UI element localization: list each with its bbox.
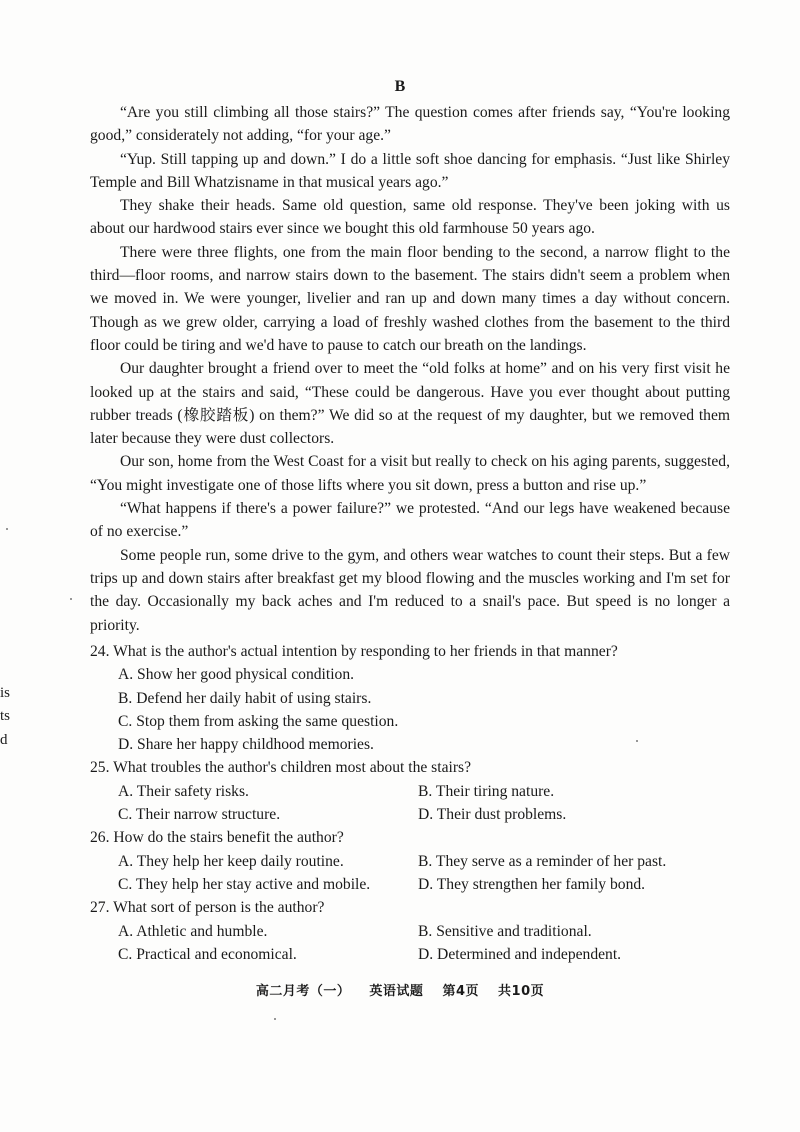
question-stem: 27. What sort of person is the author? bbox=[90, 899, 325, 917]
scan-speck bbox=[636, 740, 638, 742]
margin-fragment: d bbox=[0, 731, 8, 748]
option-c: C. Stop them from asking the same question. bbox=[118, 712, 399, 730]
question-24 bbox=[90, 640, 730, 756]
scan-speck bbox=[70, 598, 72, 600]
passage-paragraph: They shake their heads. Same old question, same old response. They've been joking with us about our hardwood stairs ever since we bought this old farmhouse 50 years ago. bbox=[90, 197, 730, 238]
scan-speck bbox=[6, 528, 8, 530]
question-stem: 24. What is the author's actual intention by responding to her friends in that manner? bbox=[90, 643, 618, 660]
passage-paragraph: “What happens if there's a power failure?” we protested. “And our legs have weakened because of no exercise.” bbox=[90, 500, 730, 541]
question-stem: 26. How do the stairs benefit the author? bbox=[90, 829, 344, 847]
page-footer bbox=[0, 980, 800, 999]
passage-paragraph: “Yup. Still tapping up and down.” I do a little soft shoe dancing for emphasis. “Just like Shirley Temple and Bill Whatzisname in that musical years ago.” bbox=[90, 150, 730, 191]
footer-subject: 英语试题 bbox=[369, 984, 424, 999]
passage-paragraph: There were three flights, one from the main floor bending to the second, a narrow flight to the third—floor rooms, and narrow stairs down to the basement. The stairs didn't seem a problem when we moved in. We were younger, livelier and ran up and down many times a day without concern. Though as we grew older, carrying a load of freshly washed clothes from the basement to the third floor could be tiring and we'd have to pause to catch our breath on the landings. bbox=[90, 243, 730, 354]
option-d: D. Their dust problems. bbox=[418, 806, 567, 824]
margin-fragment: is bbox=[0, 685, 11, 701]
passage-paragraph: Some people run, some drive to the gym, and others wear watches to count their steps. But a few trips up and down stairs after breakfast get my blood flowing and the muscles working and I'm set for the day. Occasionally my back aches and I'm reduced to a snail's pace. But speed is no longer a priority. bbox=[90, 546, 730, 634]
question-list bbox=[90, 640, 730, 966]
footer-page-number: 第4页 bbox=[442, 984, 479, 999]
option-b: B. They serve as a reminder of her past. bbox=[418, 852, 667, 870]
option-b: B. Sensitive and traditional. bbox=[418, 922, 592, 940]
option-a: A. Athletic and humble. bbox=[118, 922, 268, 940]
question-26 bbox=[90, 826, 730, 896]
passage-paragraph: Our son, home from the West Coast for a visit but really to check on his aging parents, suggested, “You might investigate one of those lifts where you sit down, press a button and rise up.” bbox=[90, 453, 730, 494]
option-c: C. They help her stay active and mobile. bbox=[118, 875, 371, 893]
option-b: B. Their tiring nature. bbox=[418, 782, 555, 800]
question-25 bbox=[90, 756, 730, 826]
question-stem: 25. What troubles the author's children most about the stairs? bbox=[90, 759, 472, 777]
option-c: C. Their narrow structure. bbox=[118, 806, 281, 824]
option-d: D. Share her happy childhood memories. bbox=[118, 736, 374, 754]
reading-passage bbox=[90, 101, 730, 637]
passage-paragraph: “Are you still climbing all those stairs?” The question comes after friends say, “You're looking good,” considerately not adding, “for your age.” bbox=[90, 104, 730, 145]
option-d: D. Determined and independent. bbox=[418, 945, 622, 963]
question-27 bbox=[90, 896, 730, 966]
option-a: A. Show her good physical condition. bbox=[118, 666, 355, 684]
bleed-through-text bbox=[0, 682, 10, 752]
option-c: C. Practical and economical. bbox=[118, 945, 297, 963]
option-d: D. They strengthen her family bond. bbox=[418, 875, 646, 893]
answer-options bbox=[90, 663, 730, 756]
answer-options bbox=[90, 850, 730, 897]
option-b: B. Defend her daily habit of using stairs. bbox=[118, 689, 372, 707]
option-a: A. Their safety risks. bbox=[118, 782, 249, 800]
answer-options bbox=[90, 780, 730, 827]
option-a: A. They help her keep daily routine. bbox=[118, 852, 344, 870]
footer-exam-title: 高二月考（一） bbox=[255, 984, 351, 999]
footer-page-total: 共10页 bbox=[498, 984, 545, 999]
answer-options bbox=[90, 920, 730, 967]
passage-paragraph: Our daughter brought a friend over to meet the “old folks at home” and on his very first visit he looked up at the stairs and said, “These could be dangerous. Have you ever thought about putting rubber treads (橡胶踏板) on them?” We did so at the request of my daughter, but we removed them later because they were dust collectors. bbox=[90, 360, 730, 448]
scan-speck bbox=[274, 1018, 276, 1020]
section-heading: B bbox=[394, 78, 406, 95]
margin-fragment: ts bbox=[0, 708, 11, 725]
